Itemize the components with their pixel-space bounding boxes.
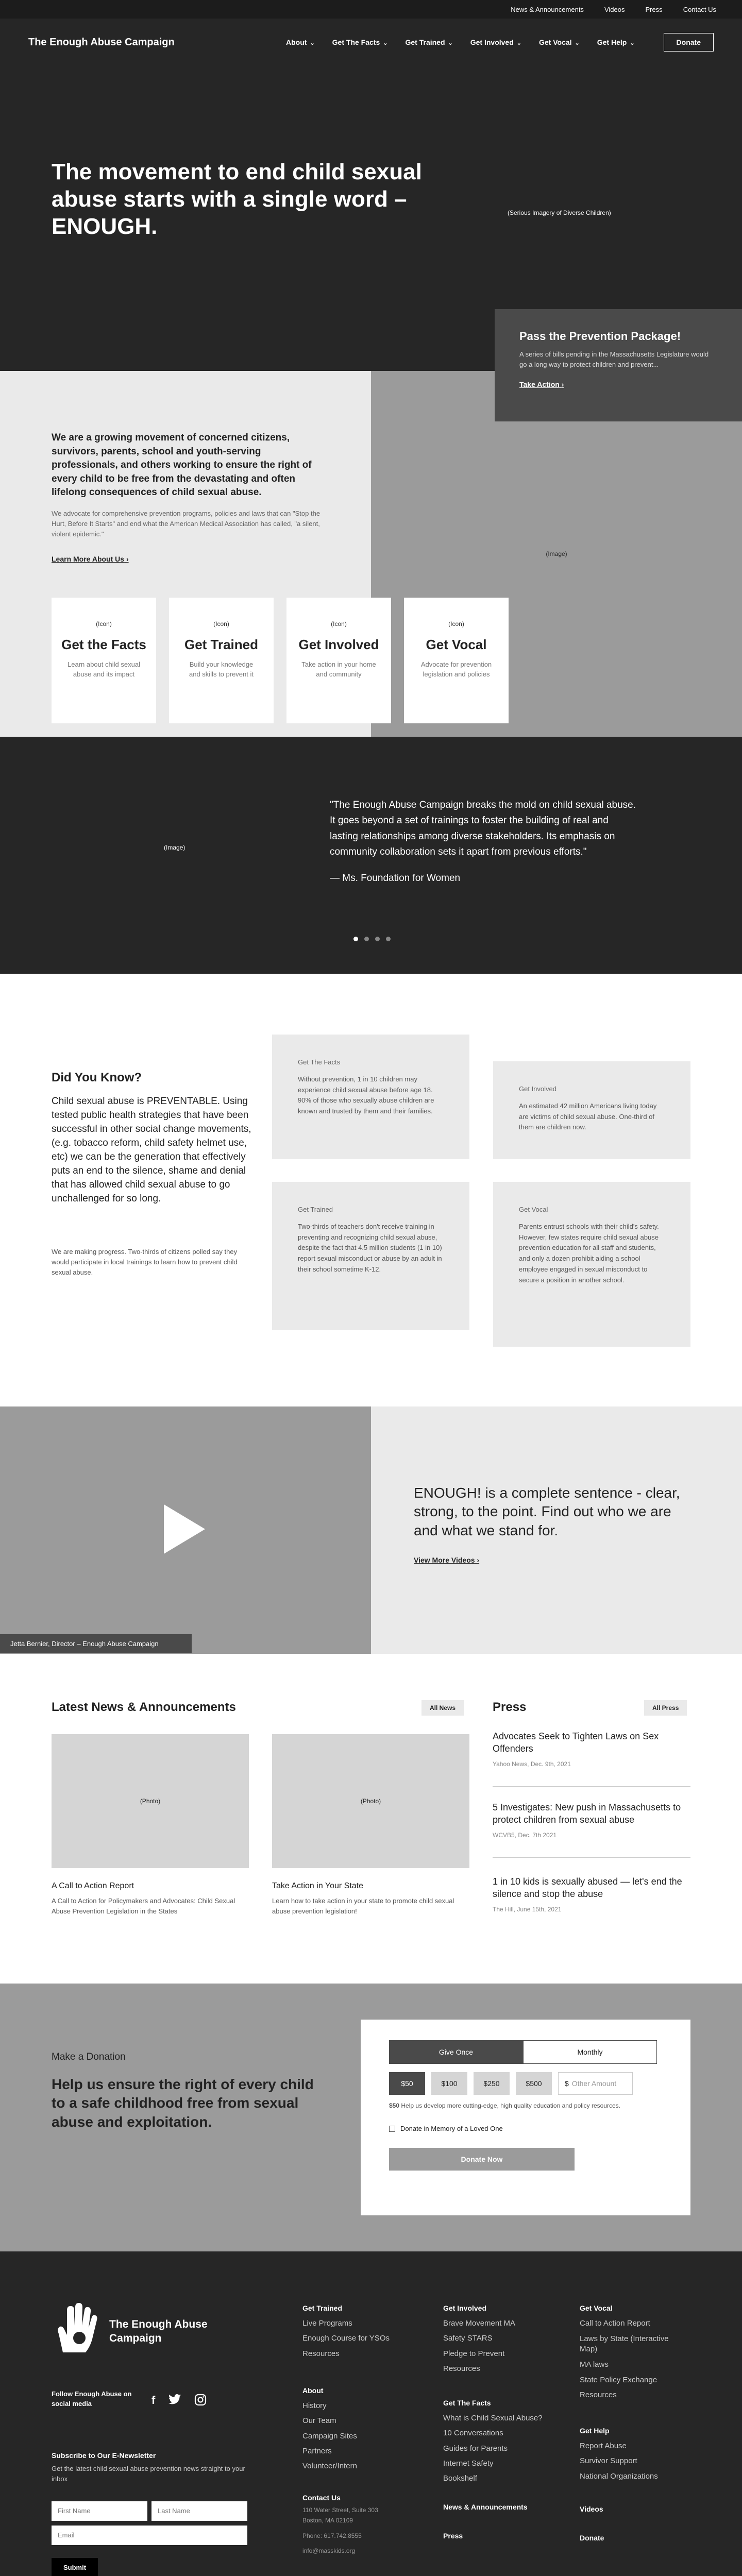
footer-videos-link[interactable]: Videos — [580, 2505, 603, 2513]
press-item-meta: The Hill, June 15th, 2021 — [493, 1905, 562, 1913]
all-news-button[interactable]: All News — [421, 1700, 464, 1716]
memory-checkbox-row[interactable] — [389, 2125, 662, 2132]
site-footer — [0, 2251, 742, 2576]
footer-link[interactable]: Enough Course for YSOs — [302, 2334, 390, 2343]
memory-label: Donate in Memory of a Loved One — [400, 2125, 503, 2132]
nav-item-trained[interactable] — [405, 38, 452, 46]
footer-link[interactable]: MA laws — [580, 2360, 609, 2369]
trained-icon: (Icon) — [213, 620, 229, 628]
footer-col-donate — [580, 2533, 604, 2546]
footer-link[interactable]: Safety STARS — [443, 2334, 493, 2343]
chevron-down-icon: ⌄ — [630, 40, 635, 46]
stat-category: Get Vocal — [519, 1206, 548, 1213]
newsletter-submit-button[interactable]: Submit — [52, 2558, 98, 2576]
link-label: Take Action — [519, 380, 560, 389]
donation-impact-desc: Help us develop more cutting-edge, high quality education and policy resources. — [401, 2102, 620, 2109]
news-item-title[interactable]: Take Action in Your State — [272, 1882, 364, 1890]
card-title: Get Trained — [184, 637, 259, 652]
stat-card-facts — [272, 1035, 469, 1159]
first-name-input[interactable]: First Name — [52, 2501, 147, 2521]
utility-bar — [0, 0, 742, 19]
callout-title: Pass the Prevention Package! — [519, 330, 681, 343]
stat-text: Without prevention, 1 in 10 children may experience child sexual abuse before age 18. 90% of those who sexually abuse children are known and trusted by them and their families. — [298, 1075, 434, 1115]
footer-news-link[interactable]: News & Announcements — [443, 2503, 528, 2511]
chevron-down-icon: ⌄ — [575, 40, 580, 46]
donation-section — [0, 1984, 742, 2251]
press-item-title: 1 in 10 kids is sexually abused — let's end the silence and stop the abuse — [493, 1876, 682, 1900]
view-more-videos-link[interactable] — [414, 1556, 479, 1564]
footer-press-link[interactable]: Press — [443, 2532, 463, 2540]
news-item-desc: Learn how to take action in your state to promote child sexual abuse prevention legislation! — [272, 1897, 454, 1915]
press-item-title: Advocates Seek to Tighten Laws on Sex Offenders — [493, 1731, 659, 1754]
footer-link[interactable]: 10 Conversations — [443, 2429, 503, 2438]
did-you-know-note: We are making progress. Two-thirds of citizens polled say they would participate in local trainings to learn how to prevent child sexual abuse. — [52, 1248, 238, 1277]
footer-donate-link[interactable]: Donate — [580, 2534, 604, 2542]
chevron-down-icon: ⌄ — [448, 40, 453, 46]
chevron-right-icon: › — [126, 555, 129, 563]
nav-label: Get Help — [597, 38, 627, 46]
card-desc: Advocate for prevention legislation and policies — [420, 660, 492, 678]
nav-item-help[interactable] — [597, 38, 635, 46]
video-statement: ENOUGH! is a complete sentence - clear, strong, to the point. Find out who we are and what we stand for. — [414, 1485, 680, 1538]
card-get-facts[interactable] — [52, 598, 156, 723]
card-desc: Take action in your home and community — [301, 660, 376, 678]
intro-lead-text: We are a growing movement of concerned citizens, survivors, parents, school and youth-serving professionals, and others working to ensure the right of every child to be free from the devastating and often lifelong consequences of child sexual abuse. — [52, 432, 312, 498]
footer-link[interactable]: Survivor Support — [580, 2456, 637, 2466]
topbar-link-news[interactable]: News & Announcements — [511, 5, 584, 13]
footer-col-press — [443, 2531, 463, 2544]
footer-col-trained — [302, 2303, 390, 2361]
prevention-package-callout — [495, 309, 742, 421]
donate-now-button[interactable]: Donate Now — [389, 2148, 575, 2171]
nav-label: Get Involved — [470, 38, 514, 46]
nav-item-vocal[interactable] — [539, 38, 580, 46]
news-item-desc: A Call to Action for Policymakers and Advocates: Child Sexual Abuse Prevention Legislation in the States — [52, 1897, 235, 1915]
footer-link[interactable]: Brave Movement MA — [443, 2319, 516, 2328]
footer-link[interactable]: History — [302, 2401, 327, 2410]
link-label: View More Videos — [414, 1556, 475, 1564]
nav-label: Get Vocal — [538, 38, 572, 46]
amount-option[interactable]: $500 — [516, 2072, 552, 2095]
footer-link[interactable]: Partners — [302, 2446, 332, 2455]
nav-item-facts[interactable] — [332, 38, 388, 46]
play-icon[interactable] — [164, 1504, 205, 1554]
image-label: (Image) — [546, 550, 567, 557]
footer-col-vocal — [580, 2303, 683, 2402]
footer-heading[interactable]: Get Vocal — [580, 2304, 613, 2312]
donation-impact-text — [389, 2102, 662, 2109]
press-item-title: 5 Investigates: New push in Massachusetts to protect children from sexual abuse — [493, 1802, 681, 1825]
donation-impact-amount: $50 — [389, 2102, 400, 2109]
stat-category: Get Involved — [519, 1085, 556, 1093]
nav-label: Get The Facts — [332, 38, 380, 46]
footer-heading[interactable]: About — [302, 2386, 324, 2395]
news-photo[interactable] — [52, 1734, 249, 1868]
video-caption: Jetta Bernier, Director – Enough Abuse Campaign — [0, 1634, 192, 1653]
footer-col-involved — [443, 2303, 515, 2376]
nav-label: About — [286, 38, 307, 46]
chevron-right-icon: › — [477, 1556, 480, 1564]
nav-item-about[interactable] — [286, 38, 315, 46]
card-desc: Learn about child sexual abuse and its impact — [68, 660, 140, 678]
footer-link[interactable]: State Policy Exchange — [580, 2375, 657, 2384]
main-header — [0, 19, 742, 66]
footer-link[interactable]: Call to Action Report — [580, 2319, 650, 2328]
footer-link[interactable]: Resources — [302, 2349, 340, 2358]
follow-label: Follow Enough Abuse on social media — [52, 2390, 132, 2408]
did-you-know-body: Child sexual abuse is PREVENTABLE. Using tested public health strategies that have been successful in other social change movements,(e.g. tobacco reform, child safety helmet use, etc) we can be the generation that effectively puts an end to the silence, shame and denial that has allowed child sexual abuse to go unchallenged for so long. — [52, 1096, 251, 1204]
intro-sub-text: We advocate for comprehensive prevention programs, policies and laws that can "Stop the Hurt, Before It Starts" and end what the American Medical Association has called, "a silent, violent epidemic." — [52, 510, 321, 538]
chevron-down-icon: ⌄ — [383, 40, 388, 46]
stat-category: Get Trained — [298, 1206, 333, 1213]
footer-heading[interactable]: Get Trained — [302, 2304, 343, 2312]
hero-title: The movement to end child sexual abuse starts with a single word – ENOUGH. — [52, 159, 422, 239]
hand-logo-icon — [52, 2303, 98, 2354]
chevron-down-icon: ⌄ — [310, 40, 315, 46]
contact-phone[interactable]: Phone: 617.742.8555 — [302, 2532, 362, 2539]
stat-card-vocal — [493, 1182, 690, 1347]
facts-icon: (Icon) — [96, 620, 112, 628]
testimonial-image-placeholder: (Image) — [164, 844, 185, 851]
other-amount-input[interactable] — [558, 2072, 633, 2095]
stat-card-trained — [272, 1182, 469, 1330]
tab-give-once[interactable]: Give Once — [389, 2040, 523, 2064]
footer-link[interactable]: Pledge to Prevent — [443, 2349, 505, 2358]
footer-heading[interactable]: Get The Facts — [443, 2399, 491, 2407]
stat-text: Parents entrust schools with their child's safety. However, few states require child sexual abuse prevention education for all staff and students, and only a dozen prohibit aiding a school employee engaged in sexual misconduct to secure a position in another school. — [519, 1222, 659, 1284]
donate-button[interactable]: Donate — [664, 33, 714, 52]
take-action-link[interactable] — [519, 380, 564, 388]
video-info — [371, 1406, 742, 1654]
contact-email[interactable]: info@masskids.org — [302, 2547, 356, 2555]
pillar-cards — [52, 598, 509, 723]
all-press-button[interactable]: All Press — [644, 1700, 687, 1716]
testimonial-text: "The Enough Abuse Campaign breaks the mold on child sexual abuse. It goes beyond a set of trainings to foster the building of real and lasting relationships among diverse stakeholders. Its emphasis on community collaboration sets it apart from previous efforts." — [330, 800, 636, 858]
topbar-link-videos[interactable]: Videos — [604, 5, 625, 13]
press-item-meta: WCVB5, Dec. 7th 2021 — [493, 1831, 557, 1839]
donation-eyebrow: Make a Donation — [52, 2052, 126, 2062]
amount-option[interactable]: $50 — [389, 2072, 425, 2095]
social-links — [151, 2394, 207, 2409]
press-item[interactable] — [493, 1801, 690, 1858]
carousel-dot[interactable] — [375, 937, 380, 941]
news-photo[interactable] — [272, 1734, 469, 1868]
footer-heading[interactable]: Get Help — [580, 2427, 610, 2435]
news-item-title[interactable]: A Call to Action Report — [52, 1882, 134, 1890]
main-nav — [286, 33, 714, 52]
amount-option[interactable]: $100 — [431, 2072, 467, 2095]
other-amount-placeholder: Other Amount — [571, 2079, 617, 2088]
card-get-involved[interactable] — [286, 598, 391, 723]
news-section-title: Latest News & Announcements — [52, 1700, 236, 1714]
footer-link[interactable]: Live Programs — [302, 2319, 352, 2328]
footer-link[interactable]: Guides for Parents — [443, 2444, 508, 2453]
carousel-dot[interactable] — [353, 937, 358, 941]
chevron-down-icon: ⌄ — [516, 40, 521, 46]
instagram-icon[interactable] — [194, 2394, 207, 2409]
card-get-trained[interactable] — [169, 598, 274, 723]
footer-link[interactable]: Resources — [443, 2364, 480, 2373]
nav-label: Get Trained — [405, 38, 445, 46]
footer-link[interactable]: What is Child Sexual Abuse? — [443, 2414, 543, 2422]
testimonial-section — [0, 737, 742, 974]
footer-link[interactable]: Volunteer/Intern — [302, 2462, 357, 2470]
footer-col-contact — [302, 2493, 400, 2556]
footer-link[interactable]: Our Team — [302, 2416, 336, 2426]
footer-heading[interactable]: Get Involved — [443, 2304, 487, 2312]
footer-logo-text[interactable]: The Enough Abuse Campaign — [109, 2318, 208, 2345]
callout-text: A series of bills pending in the Massachusetts Legislature would go a long way to protect children and prevent... — [519, 350, 709, 369]
chevron-right-icon: › — [561, 380, 564, 389]
last-name-input[interactable]: Last Name — [151, 2501, 247, 2521]
footer-link[interactable]: Report Abuse — [580, 2442, 627, 2450]
currency-prefix: $ — [565, 2079, 569, 2088]
footer-link[interactable]: Internet Safety — [443, 2459, 494, 2468]
topbar-link-contact[interactable]: Contact Us — [683, 5, 716, 13]
footer-link[interactable]: National Organizations — [580, 2471, 658, 2481]
card-title: Get Vocal — [426, 637, 487, 652]
did-you-know-title: Did You Know? — [52, 1071, 142, 1084]
footer-col-videos — [580, 2504, 603, 2517]
nav-item-involved[interactable] — [470, 38, 521, 46]
vocal-icon: (Icon) — [448, 620, 464, 628]
footer-link[interactable]: Campaign Sites — [302, 2431, 357, 2441]
press-item[interactable] — [493, 1730, 690, 1787]
learn-more-link[interactable] — [52, 555, 129, 563]
footer-link[interactable]: Bookshelf — [443, 2474, 477, 2483]
footer-link[interactable]: Laws by State (Interactive Map) — [580, 2334, 669, 2353]
link-label: Learn More About Us — [52, 555, 125, 563]
donation-frequency-tabs — [389, 2040, 657, 2064]
amount-option[interactable]: $250 — [474, 2072, 510, 2095]
footer-heading[interactable]: Contact Us — [302, 2494, 341, 2502]
newsletter-desc: Get the latest child sexual abuse prevention news straight to your inbox — [52, 2465, 245, 2483]
newsletter-title: Subscribe to Our E-Newsletter — [52, 2451, 156, 2460]
donation-form — [361, 2020, 690, 2215]
footer-col-help — [580, 2426, 658, 2484]
carousel-dots — [353, 937, 391, 941]
stat-text: Two-thirds of teachers don't receive training in preventing and recognizing child sexual abuse, despite the fact that 4.5 million students (1 in 10) report sexual misconduct or abuse by an adult in their school sometime K-12. — [298, 1222, 442, 1273]
facebook-icon[interactable]: f — [151, 2394, 156, 2406]
twitter-icon[interactable] — [168, 2394, 181, 2409]
photo-label: (Photo) — [140, 1798, 161, 1805]
carousel-dot[interactable] — [386, 937, 391, 941]
stat-category: Get The Facts — [298, 1058, 341, 1066]
footer-col-news — [443, 2502, 528, 2515]
stat-text: An estimated 42 million Americans living today are victims of child sexual abuse. One-third of them are children now. — [519, 1101, 657, 1131]
card-title: Get Involved — [298, 637, 379, 652]
press-section-title: Press — [493, 1700, 527, 1714]
press-item[interactable] — [493, 1875, 690, 1927]
topbar-link-press[interactable]: Press — [645, 5, 663, 13]
press-item-meta: Yahoo News, Dec. 9th, 2021 — [493, 1760, 571, 1768]
involved-icon: (Icon) — [331, 620, 347, 628]
card-desc: Build your knowledge and skills to prevent it — [189, 660, 254, 678]
video-player[interactable] — [0, 1406, 371, 1654]
tab-monthly[interactable]: Monthly — [523, 2040, 657, 2064]
card-title: Get the Facts — [61, 637, 146, 652]
carousel-dot[interactable] — [364, 937, 369, 941]
hero-image-placeholder: (Serious Imagery of Diverse Children) — [508, 209, 611, 216]
footer-link[interactable]: Resources — [580, 2390, 617, 2399]
testimonial-author: — Ms. Foundation for Women — [330, 873, 461, 884]
footer-col-facts — [443, 2398, 543, 2486]
photo-label: (Photo) — [360, 1798, 381, 1805]
donation-amounts — [389, 2072, 662, 2095]
email-input[interactable]: Email — [52, 2526, 247, 2545]
contact-address: 110 Water Street, Suite 303 Boston, MA 02109 — [302, 2506, 378, 2524]
footer-col-about — [302, 2385, 357, 2473]
donation-heading: Help us ensure the right of every child to a safe childhood free from sexual abuse and exploitation. — [52, 2076, 314, 2130]
memory-checkbox[interactable] — [389, 2126, 395, 2132]
card-get-vocal[interactable] — [404, 598, 509, 723]
site-logo[interactable]: The Enough Abuse Campaign — [28, 36, 175, 48]
stat-card-involved — [493, 1061, 690, 1159]
